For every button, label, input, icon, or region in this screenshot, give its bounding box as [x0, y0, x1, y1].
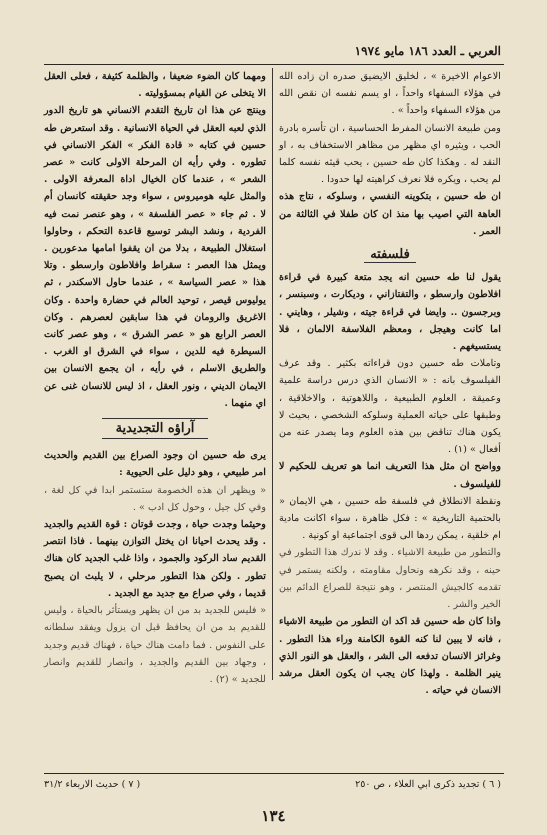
right-column — [279, 68, 501, 699]
paragraph: والتطور من طبيعة الاشياء . وقد لا ندرك هذا التطور في حينه ، وقد نكرهه ونحاول مقاومته ، ولكنه يستمر في تقدمه كالجيش المنتصر ، وهو نتيجة للصراع الدائم بين الخير والشر . — [279, 547, 501, 611]
header-rule — [44, 64, 504, 65]
paragraph: ان طه حسين ، بتكوينه النفسي ، وسلوكه ، نتاج هذه العاهة التي اصيب بها منذ ان كان طفلا في الثالثة من العمر . — [279, 191, 501, 237]
paragraph: وواضح ان مثل هذا التعريف انما هو تعريف للحكيم لا للفيلسوف . — [279, 461, 501, 490]
paragraph: ونقطة الانطلاق في فلسفة طه حسين ، هي الايمان « بالحتمية التاريخية » : فكل ظاهرة ، سواء اكانت مادية ام خلقية ، يمكن ردها الى قوى اجتماعية او كونية . — [279, 495, 501, 542]
footnote: ( ٧ ) حديث الاربعاء ٣١/٢ — [44, 779, 141, 790]
paragraph: وحيثما وجدت حياة ، وجدت قوتان : قوة القديم والجديد . وقد يحدث احيانا ان يختل التوازن بينهما . فاذا انتصر القديم ساد الركود والجمود ، واذا غلب الجديد كان هناك تطور . ولكن هذا التطور مرحلي ، لا يلبث ان يصبح قديما ، وفي صراع مع جديد مع الجديد . — [44, 519, 266, 599]
paragraph: وينتج عن هذا ان تاريخ التقدم الانساني هو تاريخ الدور الذي لعبه العقل في الحياة الانسانية . وقد استعرض طه حسين في كتابه « قادة الفكر » الفكر الانساني في تطوره . وفي رأيه ان المرحلة الاولى كانت « عصر الشعر » ، عندما كان الخيال اداة المعرفة الاولى . والمثل عليه هوميروس ، سواء وجد حقيقته كانسان أم لا . ثم جاء « عصر الفلسفة » ، وهو عنصر نمت فيه الفردية ، ونشد البشر توسيع قاعدة التحكم ، وحاولوا استغلال الطبيعة ، بدلا من ان يقفوا امامها مدعورين . ويمثل هذا العصر : سقراط وافلاطون وارسطو . وتلا هذا « عصر السياسة » ، عندما حاول الاسكندر ، ثم يوليوس قيصر ، توحيد العالم في حضارة واحدة . وكان الاغريق والرومان في هذا سابقين لعصرهم . وكان العصر الرابع هو « عصر الشرق » ، وهو عصر كانت السيطرة فيه للدين ، سواء في الشرق او الغرب . والطريق الاسلم ، في رأيه ، ان يجمع الانسان بين الايمان الديني ، ونور العقل ، اذ ليس للانسان غنى عن اي منهما . — [44, 105, 266, 409]
running-header: العربي ـ العدد ١٨٦ مايو ١٩٧٤ — [354, 44, 501, 58]
quote: « ويظهر ان هذه الخصومة ستستمر ابدا في كل لغة ، وفي كل جيل ، وحول كل ادب » . — [44, 484, 266, 513]
paragraph: ومن طبيعة الانسان المفرط الحساسية ، ان تأسره بادرة الحب ، ويثيره اي مظهر من مظاهر الاستخفاف به ، او النقد له . وهكذا كان طه حسين ، يحب قيثه نفسه كلما لم يحب ، ويكره فلا نعرف كراهيته لها حدودا . — [279, 122, 501, 186]
quote: « فليس للجديد بد من ان يظهر ويستأثر بالحياة ، وليس للقديم بد من ان يحافظ قبل ان يزول ويفقد سلطانه على النفوس . فما دامت هناك حياة ، فهناك قديم وجديد ، وجهاد بين القديم والجديد ، وانصار للقديم وانصار للجديد » (٢) . — [44, 605, 266, 685]
paragraph: وتاملات طه حسين دون قراءاته بكثير . وقد عرف الفيلسوف بانه : « الانسان الذي درس دراسة علمية وعميقة ، العلوم الطبيعية ، واللاهوتية ، والاخلاقية ، وطبقها على حياته العملية وسلوكه الشخصي ، بحيث لا يكون هناك تناقض بين هذه العلوم وما يصدر عنه من أفعال » (١) . — [279, 358, 501, 456]
section-heading — [279, 246, 501, 263]
footnote-rule — [44, 773, 504, 774]
section-heading — [44, 418, 266, 439]
page-number: ١٣٤ — [261, 807, 286, 825]
paragraph: يقول لنا طه حسين انه يجد متعة كبيرة في قراءة افلاطون وارسطو ، والتفتازاني ، وديكارت ، وسبنسر ، وبرجسون .. وايضا في قراءة جيته ، وشيلر ، وهايني . اما كانت وهيجل ، ومعظم الفلاسفة الالمان ، فلا يستسيغهم . — [279, 272, 501, 353]
column-divider — [272, 68, 273, 680]
section-heading-text: فلسفته — [364, 247, 416, 263]
left-column — [44, 68, 266, 688]
section-heading-text: آراؤه التجديدية — [102, 418, 209, 439]
paragraph: ومهما كان الضوء ضعيفا ، والظلمة كثيفة ، فعلى العقل الا يتخلى عن القيام بمسؤوليته . — [44, 71, 266, 100]
paragraph: يرى طه حسين ان وجود الصراع بين القديم والحديث امر طبيعي ، وهو دليل على الحيوية : — [44, 450, 266, 479]
footnote: ( ٦ ) تجديد ذكرى ابي العلاء ، ص ٢٥٠ — [355, 779, 501, 790]
paragraph: الاعوام الاخيرة » ، لخليق الايضيق صدره ان زاده الله في هؤلاء السفهاء واحداً ، او يسم نفسه ان نقص الله من هؤلاء السفهاء واحداً » . — [279, 71, 501, 117]
paragraph: واذا كان طه حسين قد اكد ان التطور من طبيعة الاشياء ، فانه لا يبين لنا كنه القوة الكامنة وراء هذا التطور . وغراثز الانسان تدفعه الى الشر ، والعقل هو النور الذي ينير الظلمة . ولهذا كان يجب ان يكون العقل مرشد الانسان في حياته . — [279, 616, 501, 697]
